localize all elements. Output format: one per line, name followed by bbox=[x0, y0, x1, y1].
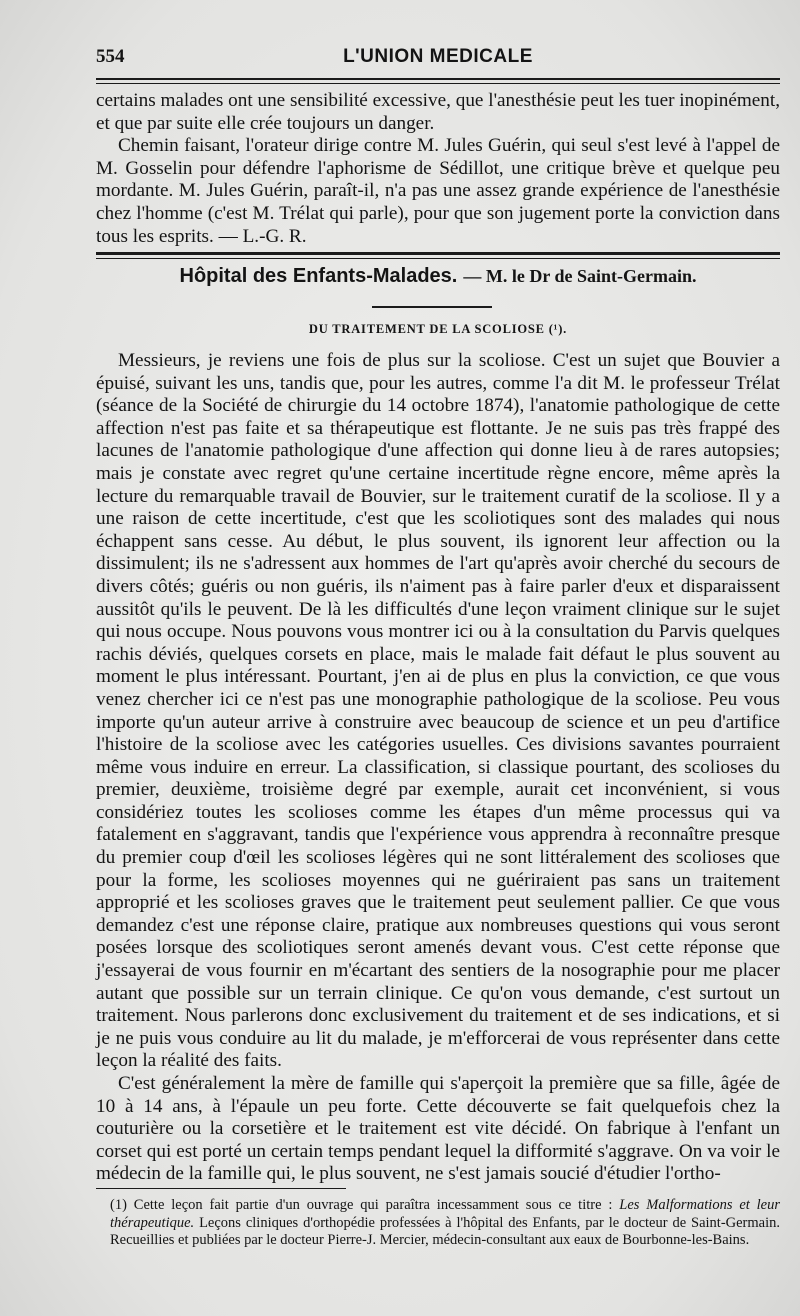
running-title: L'UNION MEDICALE bbox=[343, 46, 533, 67]
header-rule-thin bbox=[96, 83, 780, 84]
hospital-doctor: — M. le Dr de Saint-Germain. bbox=[463, 266, 697, 286]
body-text bbox=[96, 350, 780, 1186]
intro-text bbox=[96, 90, 780, 248]
section-title: DU TRAITEMENT DE LA SCOLIOSE (¹). bbox=[308, 322, 568, 336]
hospital-name: Hôpital des Enfants-Malades. bbox=[179, 265, 458, 287]
section-rule-thick bbox=[96, 252, 780, 255]
footnote-marker: (1) bbox=[110, 1197, 127, 1213]
hospital-heading bbox=[96, 265, 780, 295]
section-rule-thin bbox=[96, 258, 780, 259]
header-rule bbox=[96, 78, 780, 80]
footnote-rule bbox=[96, 1188, 346, 1189]
footnote-text-after: Leçons cliniques d'orthopédie professées à l'hôpital des Enfants, par le docteur de Saint-Germain. Recueillies et publiées par le docteur Pierre-J. Mercier, médecin-consultant aux eaux de Bourbonne-les-Bains. bbox=[110, 1214, 781, 1249]
intro-paragraph: certains malades ont une sensibilité excessive, que l'anesthésie peut les tuer inopinément, et que par suite elle crée toujours un danger. bbox=[96, 90, 780, 134]
page-number: 554 bbox=[96, 46, 125, 67]
footnote bbox=[110, 1197, 780, 1250]
body-paragraph: Messieurs, je reviens une fois de plus sur la scoliose. C'est un sujet que Bouvier a épuisé, suivant les uns, tandis que, pour les autres, comme l'a dit M. le professeur Trélat (séance de la Société de chirurgie du 14 octobre 1874), l'anatomie pathologique de cette affection n'est pas faite et sa thérapeutique est flottante. Je ne suis pas très frappé des lacunes de l'anatomie pathologique d'une affection qui donne lieu à de rares autopsies; mais je constate avec regret qu'une certaine incertitude règne encore, même après la lecture du remarquable travail de Bouvier, sur le traitement curatif de la scoliose. Il y a une raison de cette incertitude, c'est que les scoliotiques sont des malades qui nous échappent sans cesse. Au début, le plus souvent, ils ignorent leur affection ou la dissimulent; ils ne s'adressent aux hommes de l'art qu'après avoir cherché du secours de divers côtés; guéris ou non guéris, ils n'aiment pas à faire parler d'eux et disparaissent aussitôt qu'ils le peuvent. De là les difficultés d'une leçon vraiment clinique sur le sujet qui nous occupe. Nous pouvons vous montrer ici ou à la consultation du Parvis quelques rachis déviés, quelques corsets en place, mais le malade fait défaut le plus souvent au moment le plus intéressant. Pourtant, j'en ai de plus en plus la conviction, ce que vous venez chercher ici ce n'est pas une monographie pathologique de la scoliose. Peu vous importe qu'un auteur arrive à construire avec beaucoup de science et un peu d'artifice l'histoire de la scoliose avec les catégories usuelles. Ces divisions savantes pourraient même vous induire en erreur. La classification, si classique pourtant, des scolioses du premier, deuxième, troisième degré par exemple, aurait cet inconvénient, si vous considériez toutes les scolioses comme les étapes d'un même processus qui va fatalement en s'aggravant, tandis que l'expérience vous apprendra à reconnaître presque du premier coup d'œil les scolioses légères qui ne sont littéralement des scolioses que pour la forme, les scolioses moyennes qui ne guériraient pas sans un traitement approprié et les scolioses graves que le traitement peut seulement pallier. Ce que vous demandez c'est une réponse claire, pratique aux nombreuses questions qui vous seront posées lorsque des scoliotiques seront amenés devant vous. C'est cette réponse que j'essayerai de vous fournir en m'écartant des sentiers de la nosographie pour me placer autant que possible sur un terrain clinique. Ce qu'on vous demande, c'est surtout un traitement. Nous parlerons donc exclusivement du traitement et de ses indications, et si je ne puis vous conduire au lit du malade, je m'efforcerai de vous représenter dans cette leçon la réalité des faits. bbox=[96, 350, 780, 1072]
title-rule bbox=[372, 306, 492, 308]
footnote-text-before: Cette leçon fait partie d'un ouvrage qui paraîtra incessamment sous ce titre : bbox=[133, 1197, 613, 1213]
body-paragraph: C'est généralement la mère de famille qui s'aperçoit la première que sa fille, âgée de 10 à 14 ans, à l'épaule un peu forte. Cette découverte se fait quelquefois chez la couturière ou la corsetière et le traitement est vite décidé. On fabrique à l'enfant un corset qui est porté un certain temps pendant lequel la difformité s'aggrave. On va voir le médecin de la famille qui, le plus souvent, ne s'est jamais soucié d'étudier l'ortho- bbox=[96, 1073, 780, 1185]
footnote-book-title: Les Malformations et leur thérapeutique. bbox=[110, 1197, 781, 1231]
footnote-text bbox=[110, 1197, 780, 1250]
intro-paragraph: Chemin faisant, l'orateur dirige contre M. Jules Guérin, qui seul s'est levé à l'appel de M. Gosselin pour défendre l'aphorisme de Sédillot, une critique brève et quelque peu mordante. M. Jules Guérin, paraît-il, n'a pas une assez grande expérience de l'anesthésie chez l'homme (c'est M. Trélat qui parle), pour que son jugement porte la conviction dans tous les esprits. — L.-G. R. bbox=[96, 135, 780, 247]
page-header bbox=[96, 44, 780, 72]
